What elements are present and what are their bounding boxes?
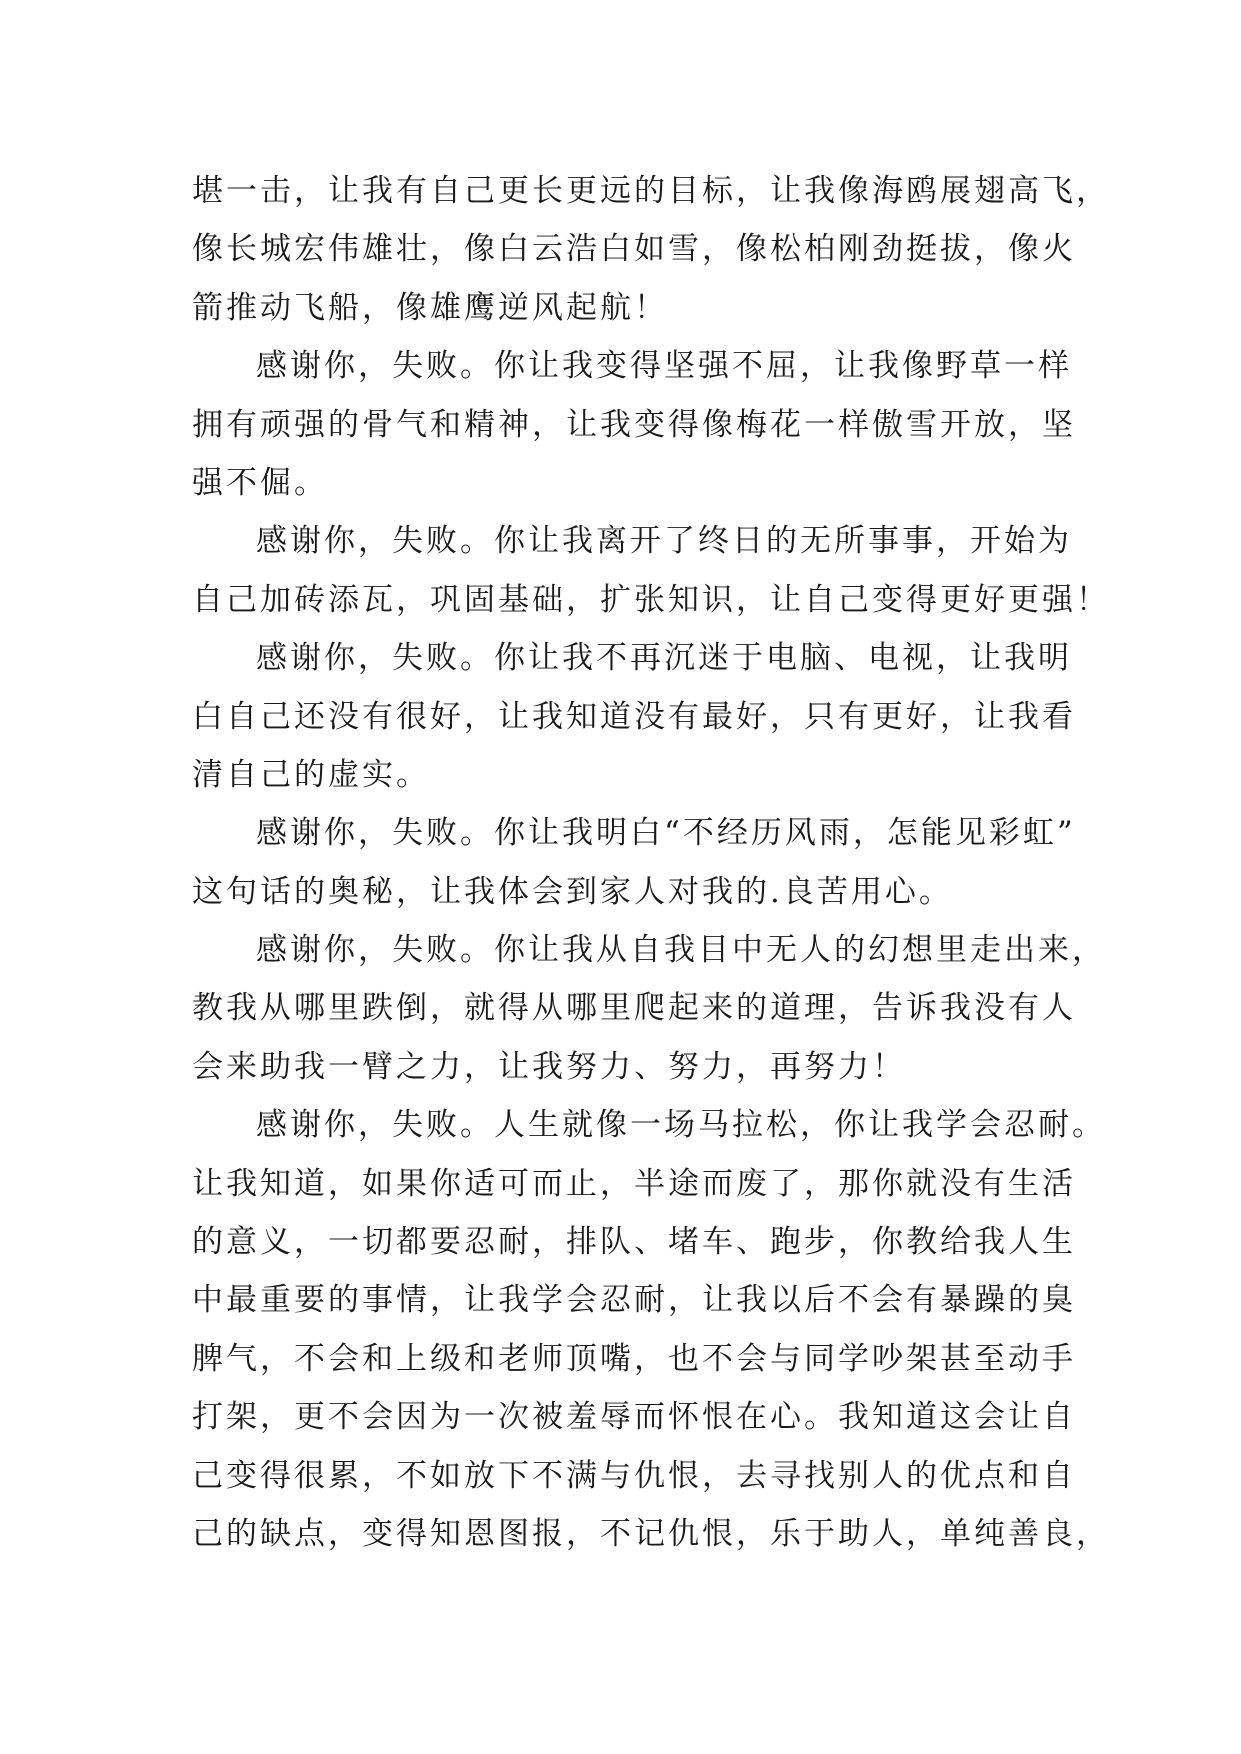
paragraph-5 bbox=[192, 804, 1076, 921]
text-line: 感谢你，失败。你让我明白“不经历风雨，怎能见彩虹” bbox=[256, 815, 1076, 852]
paragraph-3 bbox=[192, 512, 1110, 629]
text-line: 让我知道，如果你适可而止，半途而废了，那你就没有生活 bbox=[192, 1165, 1076, 1202]
text-line: 自己加砖添瓦，巩固基础，扩张知识，让自己变得更好更强！ bbox=[192, 581, 1110, 618]
text-line: 的意义，一切都要忍耐，排队、堵车、跑步，你教给我人生 bbox=[192, 1224, 1076, 1261]
text-line: 感谢你，失败。你让我离开了终日的无所事事，开始为 bbox=[256, 523, 1072, 560]
text-line: 感谢你，失败。你让我变得坚强不屈，让我像野草一样 bbox=[256, 348, 1072, 385]
text-line: 箭推动飞船，像雄鹰逆风起航！ bbox=[192, 289, 668, 326]
text-line: 强不倔。 bbox=[192, 464, 328, 501]
text-line: 拥有顽强的骨气和精神，让我变得像梅花一样傲雪开放，坚 bbox=[192, 406, 1076, 443]
text-line: 己变得很累，不如放下不满与仇恨，去寻找别人的优点和自 bbox=[192, 1457, 1076, 1494]
text-line: 这句话的奥秘，让我体会到家人对我的.良苦用心。 bbox=[192, 873, 953, 910]
text-line: 打架，更不会因为一次被羞辱而怀恨在心。我知道这会让自 bbox=[192, 1399, 1076, 1436]
text-line: 堪一击，让我有自己更长更远的目标，让我像海鸥展翅高飞， bbox=[192, 173, 1110, 209]
paragraph-1 bbox=[192, 162, 1110, 337]
text-line: 感谢你，失败。你让我从自我目中无人的幻想里走出来， bbox=[256, 932, 1106, 969]
text-line: 脾气，不会和上级和老师顶嘴，也不会与同学吵架甚至动手 bbox=[192, 1340, 1076, 1377]
text-line: 清自己的虚实。 bbox=[192, 756, 430, 793]
text-line: 己的缺点，变得知恩图报，不记仇恨，乐于助人，单纯善良， bbox=[192, 1515, 1110, 1552]
paragraph-4 bbox=[192, 629, 1076, 804]
essay-body bbox=[192, 162, 1110, 1563]
text-line: 白自己还没有很好，让我知道没有最好，只有更好，让我看 bbox=[192, 698, 1076, 735]
text-line: 感谢你，失败。你让我不再沉迷于电脑、电视，让我明 bbox=[256, 640, 1072, 677]
paragraph-2 bbox=[192, 337, 1076, 512]
text-line: 会来助我一臂之力，让我努力、努力，再努力！ bbox=[192, 1048, 906, 1085]
text-line: 中最重要的事情，让我学会忍耐，让我以后不会有暴躁的臭 bbox=[192, 1282, 1076, 1319]
paragraph-7 bbox=[192, 1096, 1110, 1563]
text-line: 教我从哪里跌倒，就得从哪里爬起来的道理，告诉我没有人 bbox=[192, 990, 1076, 1027]
text-line: 感谢你，失败。人生就像一场马拉松，你让我学会忍耐。 bbox=[256, 1107, 1106, 1144]
paragraph-6 bbox=[192, 921, 1106, 1096]
text-line: 像长城宏伟雄壮，像白云浩白如雪，像松柏刚劲挺拔，像火 bbox=[192, 231, 1076, 268]
